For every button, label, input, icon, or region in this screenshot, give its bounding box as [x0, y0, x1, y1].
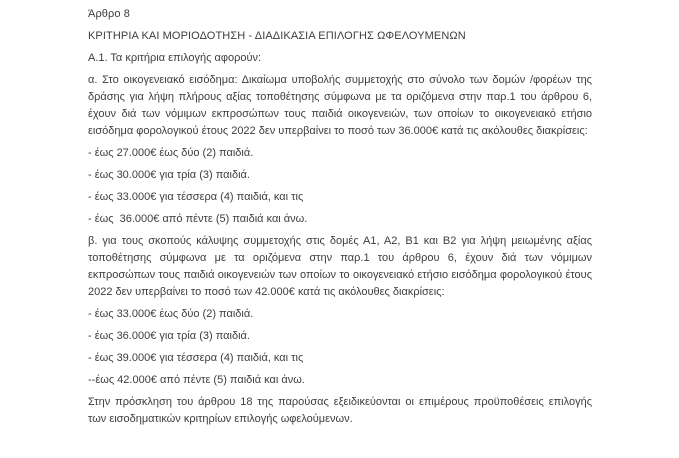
closing-paragraph: Στην πρόσκληση του άρθρου 18 της παρούσας εξειδικεύονται οι επιμέρους προϋποθέσεις επιλογής των εισοδηματικών κριτηρίων επιλογής ωφελούμενων. [88, 396, 592, 425]
list-item: - έως 33.000€ για τέσσερα (4) παιδιά, και τις [88, 191, 304, 203]
list-item: - έως 33.000€ έως δύο (2) παιδιά. [88, 308, 254, 320]
list-item: - έως 39.000€ για τέσσερα (4) παιδιά, και τις [88, 352, 304, 364]
list-item: --έως 42.000€ από πέντε (5) παιδιά και άνω. [88, 374, 305, 386]
section-a-income-list [88, 145, 592, 228]
section-b-income-list [88, 306, 592, 389]
list-item: - έως 36.000€ για τρία (3) παιδιά. [88, 330, 250, 342]
list-item: - έως 36.000€ από πέντε (5) παιδιά και άνω. [88, 213, 308, 225]
list-item: - έως 27.000€ έως δύο (2) παιδιά. [88, 147, 254, 159]
criteria-intro: Α.1. Τα κριτήρια επιλογής αφορούν: [88, 52, 262, 64]
section-a-paragraph: α. Στο οικογενειακό εισόδημα: Δικαίωμα υποβολής συμμετοχής στο σύνολο των δομών /φορέων της δράσης για λήψη πλήρους αξίας τοποθέτησης σύμφωνα με τα οριζόμενα στην παρ.1 του άρθρου 6, έχουν διά των νόμιμων εκπροσώπων τους παιδιά οικογενειών, των οποίων το οικογενειακό ετήσιο εισόδημα φορολογικού έτους 2022 δεν υπερβαίνει το ποσό των 36.000€ κατά τις ακόλουθες διακρίσεις: [88, 74, 592, 137]
section-heading: ΚΡΙΤΗΡΙΑ ΚΑΙ ΜΟΡΙΟΔΟΤΗΣΗ - ΔΙΑΔΙΚΑΣΙΑ ΕΠΙΛΟΓΗΣ ΩΦΕΛΟΥΜΕΝΩΝ [88, 30, 466, 42]
section-b-paragraph: β. για τους σκοπούς κάλυψης συμμετοχής στις δομές Α1, Α2, Β1 και Β2 για λήψη μειωμένης αξίας τοποθέτησης σύμφωνα με τα οριζόμενα στην παρ.1 του άρθρου 6, έχουν διά των νόμιμων εκπροσώπων τους παιδιά οικογενειών των οποίων το οικογενειακό ετήσιο εισόδημα φορολογικού έτους 2022 δεν υπερβαίνει το ποσό των 42.000€ κατά τις ακόλουθες διακρίσεις: [88, 235, 592, 298]
list-item: - έως 30.000€ για τρία (3) παιδιά. [88, 169, 250, 181]
article-title: Άρθρο 8 [88, 8, 130, 20]
